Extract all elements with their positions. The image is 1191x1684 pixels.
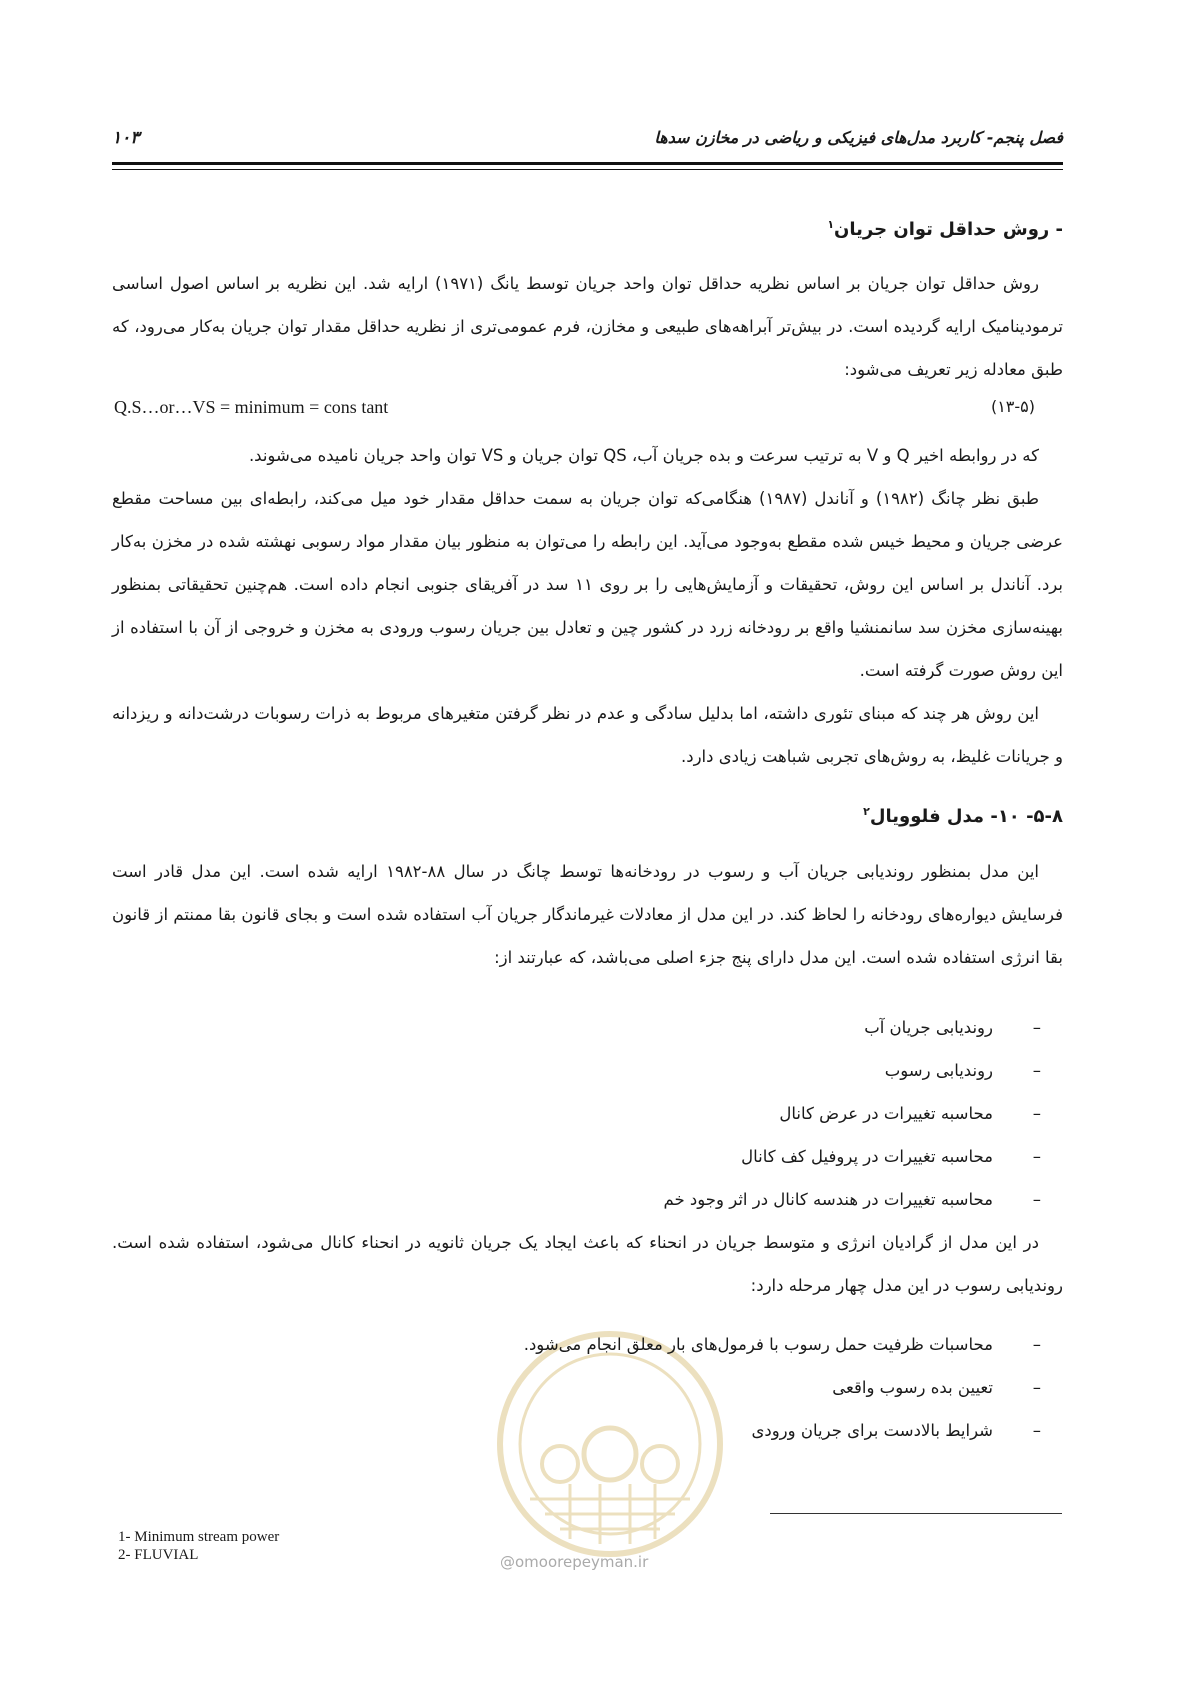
- paragraph-5: [112, 850, 1063, 979]
- list-marker: –: [1032, 1421, 1041, 1440]
- list-item: – محاسبات ظرفیت حمل رسوب با فرمول‌های بار معلق انجام می‌شود.: [112, 1323, 1041, 1366]
- list-marker: –: [1032, 1190, 1041, 1209]
- list-item: – محاسبه تغییرات در عرض کانال: [112, 1092, 1041, 1135]
- chapter-title: فصل پنجم- کاربرد مدل‌های فیزیکی و ریاضی در مخازن سدها: [654, 128, 1063, 147]
- equation-13-5: [112, 397, 1063, 427]
- header-rule-thin: [112, 169, 1063, 170]
- paragraph-text: این مدل بمنظور روندیابی جریان آب و رسوب در رودخانه‌ها توسط چانگ در سال ۸۸-۱۹۸۲ ارایه شده است. این مدل قادر است فرسایش دیواره‌های رودخانه را لحاظ کند. در این مدل از معادلات غیرماندگار جریان آب استفاده شده است و بجای قانون بقا ممنتم از قانون بقا انرژی استفاده شده است. این مدل دارای پنج جزء اصلی می‌باشد، که عبارتند از:: [112, 862, 1063, 967]
- footnote-ref-2: ۲: [863, 805, 870, 818]
- footnotes: [118, 1528, 279, 1564]
- page-number: ۱۰۳: [112, 128, 140, 148]
- paragraph-2: [112, 434, 1063, 477]
- list-marker: –: [1032, 1335, 1041, 1354]
- footnote-1: 1- Minimum stream power: [118, 1529, 280, 1545]
- section-heading-text: - روش حداقل توان جریان: [834, 219, 1063, 240]
- equation-formula: Q.S…or…VS = minimum = cons tant: [114, 397, 389, 417]
- paragraph-4: [112, 692, 1063, 778]
- paragraph-text: روش حداقل توان جریان بر اساس نظریه حداقل توان واحد جریان توسط یانگ (۱۹۷۱) ارایه شد. این نظریه بر اساس اصول اساسی ترمودینامیک ارایه گردیده است. در بیش‌تر آبراهه‌های طبیعی و مخازن، فرم عمومی‌تری از نظریه حداقل مقدار توان جریان به‌کار می‌رود، که طبق معادله زیر تعریف می‌شود:: [112, 274, 1063, 379]
- watermark-site: @omoorepeyman.ir: [500, 1553, 649, 1571]
- paragraph-text: این روش هر چند که مبنای تئوری داشته، اما بدلیل سادگی و عدم در نظر گرفتن متغیرهای مربوط به ذرات رسوبات درشت‌دانه و ریزدانه و جریانات غلیظ، به روش‌های تجربی شباهت زیادی دارد.: [112, 704, 1063, 766]
- paragraph-text: طبق نظر چانگ (۱۹۸۲) و آناندل (۱۹۸۷) هنگامی‌که توان جریان به سمت حداقل مقدار خود میل می‌کند، رابطه‌ای بین مساحت مقطع عرضی جریان و محیط خیس شده مقطع به‌وجود می‌آید. این رابطه را می‌توان به منظور بیان مقدار مواد رسوبی نهشته شده در مخزن به‌کار برد. آناندل بر اساس این روش، تحقیقات و آزمایش‌هایی را بر روی ۱۱ سد در آفریقای جنوبی انجام داده است. هم‌چنین تحقیقاتی بمنظور بهینه‌سازی مخزن سد سانمنشیا واقع بر رودخانه زرد در کشور چین و تعادل بین جریان رسوب ورودی به مخزن و خروجی از آن با استفاده از این روش صورت گرفته است.: [112, 489, 1063, 680]
- list-marker: –: [1032, 1104, 1041, 1123]
- list-marker: –: [1032, 1147, 1041, 1166]
- paragraph-text: در این مدل از گرادیان انرژی و متوسط جریان در انحناء که باعث ایجاد یک جریان ثانویه در انحناء کانال می‌شود، استفاده شده است. روندیابی رسوب در این مدل چهار مرحله دارد:: [112, 1233, 1063, 1295]
- sediment-routing-list: [112, 1323, 1041, 1452]
- footnote-rule: [770, 1513, 1062, 1514]
- list-item: – محاسبه تغییرات در هندسه کانال در اثر وجود خم: [112, 1178, 1041, 1221]
- footnote-2: 2- FLUVIAL: [118, 1547, 199, 1563]
- footnote-ref-1: ۱: [827, 218, 835, 231]
- running-header: [112, 128, 1063, 152]
- list-marker: –: [1032, 1018, 1041, 1037]
- list-marker: –: [1032, 1061, 1041, 1080]
- paragraph-text: که در روابطه اخیر Q و V به ترتیب سرعت و بده جریان آب، QS توان جریان و VS توان واحد جریان نامیده می‌شوند.: [248, 446, 1039, 465]
- header-rule-thick: [112, 162, 1063, 165]
- component-list: [112, 1006, 1041, 1221]
- list-item: – شرایط بالادست برای جریان ورودی: [112, 1409, 1041, 1452]
- section-heading-text: ۵-۸- ۱۰- مدل فلوویال: [869, 806, 1063, 827]
- list-item: – روندیابی رسوب: [112, 1049, 1041, 1092]
- list-marker: –: [1032, 1378, 1041, 1397]
- list-item: – تعیین بده رسوب واقعی: [112, 1366, 1041, 1409]
- section-heading-stream-power: [112, 218, 1063, 240]
- section-heading-fluvial: [112, 805, 1063, 827]
- paragraph-3: [112, 477, 1063, 692]
- paragraph-6: [112, 1221, 1063, 1307]
- list-item: – محاسبه تغییرات در پروفیل کف کانال: [112, 1135, 1041, 1178]
- list-item: – روندیابی جریان آب: [112, 1006, 1041, 1049]
- paragraph-1: [112, 262, 1063, 391]
- equation-number: (۱۳-۵): [990, 397, 1035, 416]
